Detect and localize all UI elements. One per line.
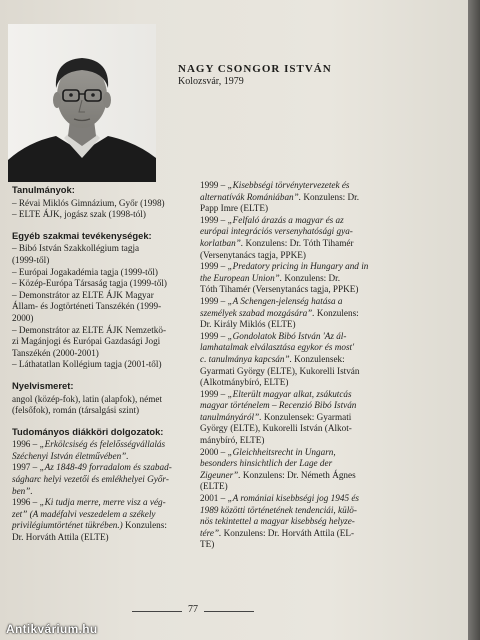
- roman-text: Konzulens: Dr. Németh Ágnes: [240, 469, 356, 480]
- text-line: Állam- és Jogtörténeti Tanszékén (1999-: [12, 301, 162, 312]
- roman-text: Konzulens:: [314, 307, 359, 318]
- roman-text: Konzulensek:: [291, 353, 345, 364]
- roman-text: (ELTE): [200, 481, 228, 492]
- text-line: – Demonstrátor az ELTE ÁJK Nemzetkö-: [12, 324, 167, 335]
- roman-text: Dr. Horváth Attila (ELTE): [12, 532, 109, 543]
- roman-text: 1999 –: [200, 330, 228, 341]
- watermark: Antikvárium.hu: [6, 622, 98, 636]
- text-line: [200, 180, 436, 192]
- italic-title: alternatívák Romániában”.: [200, 191, 302, 202]
- italic-title: magyar történelem – Recenzió Bibó István: [200, 400, 357, 411]
- italic-title: „Ki tudja merre, merre visz a vég-: [39, 497, 166, 508]
- text-line: [200, 319, 436, 331]
- italic-title: Széchenyi István életművében”.: [12, 450, 129, 461]
- person-name: NAGY CSONGOR ISTVÁN: [178, 63, 332, 75]
- text-line: [12, 439, 190, 451]
- page-number: 77: [188, 604, 198, 615]
- italic-title: nös tekintettel a magyar kisebbség helyze-: [200, 516, 355, 527]
- roman-text: György (ELTE), Kukorelli István (Alkot-: [200, 423, 352, 434]
- roman-text: Konzulens: Dr. Horváth Attila (EL-: [221, 527, 355, 538]
- italic-title: privilégiumtörténet tükrében.): [12, 520, 123, 531]
- roman-text: 1999 –: [200, 214, 228, 225]
- text-line: [200, 238, 436, 250]
- text-line: – Európai Jogakadémia tagja (1999-től): [12, 266, 158, 277]
- italic-title: „Gleichheitsrecht in Ungarn,: [227, 446, 336, 457]
- text-line: [200, 284, 436, 296]
- text-line: [200, 331, 436, 343]
- text-line: – ELTE ÁJK, jogász szak (1998-tól): [12, 209, 146, 220]
- portrait-image: [8, 24, 156, 182]
- roman-text: 1999 –: [200, 295, 228, 306]
- cv-section: [12, 426, 190, 544]
- right-column: [200, 180, 436, 551]
- italic-title: „A Schengen-jelenség hatása a: [227, 295, 343, 306]
- text-line: [200, 261, 436, 273]
- text-line: [200, 377, 436, 389]
- italic-title: Zigeuner”.: [200, 469, 241, 480]
- text-line: [200, 400, 436, 412]
- text-line: [200, 250, 436, 262]
- text-line: [200, 296, 436, 308]
- italic-title: ságharc helyi vezetői és emlékhelyei Győr-: [12, 474, 169, 485]
- text-line: [200, 192, 436, 204]
- text-line: [200, 354, 436, 366]
- cv-section: [12, 184, 190, 221]
- roman-text: 1999 –: [200, 261, 228, 272]
- text-line: angol (közép-fok), latin (alapfok), német: [12, 393, 163, 404]
- text-line: – Bibó István Szakkollégium tagja: [12, 243, 140, 254]
- text-line: [12, 451, 190, 463]
- text-line: [200, 273, 436, 285]
- italic-title: „Elterült magyar alkat, zsákutcás: [227, 388, 352, 399]
- italic-title: besonders hinsichtlich der Lage der: [200, 458, 333, 469]
- italic-title: c. tanulmánya kapcsán”.: [200, 353, 292, 364]
- section-heading: Tanulmányok:: [12, 184, 75, 195]
- text-line: [200, 435, 436, 447]
- italic-title: lamhatalmak elválasztása egykor és most': [200, 342, 355, 353]
- text-line: [200, 412, 436, 424]
- roman-text: Konzulensek: Gyarmati: [261, 411, 352, 422]
- roman-text: Konzulens: Dr. Tóth Tihamér: [243, 237, 354, 248]
- italic-title: „A romániai kisebbségi jog 1945 és: [227, 493, 359, 504]
- text-line: [200, 505, 436, 517]
- section-heading: Nyelvismeret:: [12, 379, 74, 391]
- cv-section: [12, 380, 190, 417]
- text-line: [200, 458, 436, 470]
- italic-title: the European Union”.: [200, 272, 283, 283]
- roman-text: Tóth Tihamér (Versenytanács tagja, PPKE): [200, 284, 359, 295]
- text-line: [200, 389, 436, 401]
- footer-rule-left: [132, 611, 182, 612]
- birth-place-year: Kolozsvár, 1979: [178, 76, 244, 87]
- italic-title: 1989 közötti történetének tendenciái, külö-: [200, 504, 357, 515]
- roman-text: Papp Imre (ELTE): [200, 203, 269, 214]
- text-line: [12, 497, 190, 509]
- roman-text: 2000 –: [200, 446, 228, 457]
- roman-text: 1996 –: [12, 497, 40, 508]
- italic-title: személyek szabad mozgására”.: [200, 307, 315, 318]
- text-line: – Demonstrátor az ELTE ÁJK Magyar: [12, 289, 154, 300]
- italic-title: „Predatory pricing in Hungary and in: [227, 261, 369, 272]
- text-line: [12, 462, 190, 474]
- italic-title: „Erkölcsiség és felelősségvállalás: [39, 439, 166, 450]
- roman-text: 1999 –: [200, 180, 228, 190]
- text-line: [12, 532, 190, 544]
- name-block: [178, 63, 332, 87]
- text-line: – Láthatatlan Kollégium tagja (2001-től): [12, 359, 162, 370]
- footer-rule-right: [204, 611, 254, 612]
- text-line: – Révai Miklós Gimnázium, Győr (1998): [12, 197, 165, 208]
- roman-text: Konzulens:: [122, 520, 167, 531]
- roman-text: 1996 –: [12, 439, 40, 450]
- text-line: – Közép-Európa Társaság tagja (1999-től): [12, 278, 167, 289]
- text-line: [200, 470, 436, 482]
- text-line: [12, 474, 190, 486]
- roman-text: 2001 –: [200, 493, 228, 504]
- roman-text: (Alkotmánybíró, ELTE): [200, 377, 289, 388]
- roman-text: 1999 –: [200, 388, 228, 399]
- text-line: (1999-től): [12, 254, 50, 265]
- roman-text: Dr. Király Miklós (ELTE): [200, 319, 296, 330]
- text-line: [12, 509, 190, 521]
- section-heading: Egyéb szakmai tevékenységek:: [12, 229, 152, 241]
- italic-title: tanulmányáról”.: [200, 411, 262, 422]
- italic-title: korlatban”.: [200, 237, 244, 248]
- text-line: [12, 520, 190, 532]
- left-column: [12, 184, 190, 553]
- text-line: Tanszékén (2000-2001): [12, 347, 99, 358]
- roman-text: Konzulens: Dr.: [282, 272, 341, 283]
- text-line: [12, 486, 190, 498]
- italic-title: „Gondolatok Bibó István 'Az ál-: [227, 330, 347, 341]
- section-heading: Tudományos diákköri dolgozatok:: [12, 425, 164, 437]
- roman-text: 1997 –: [12, 462, 40, 473]
- text-line: [200, 516, 436, 528]
- roman-text: Gyarmati György (ELTE), Kukorelli István: [200, 365, 360, 376]
- text-line: [200, 342, 436, 354]
- italic-title: „Kisebbségi törvénytervezetek és: [227, 180, 350, 190]
- italic-title: tére”.: [200, 527, 222, 538]
- text-line: [200, 423, 436, 435]
- roman-text: Konzulens: Dr.: [301, 191, 359, 202]
- text-line: [200, 539, 436, 551]
- roman-text: (Versenytanács tagja, PPKE): [200, 249, 306, 260]
- text-line: [200, 366, 436, 378]
- italic-title: európai integrációs versenyhatósági gya-: [200, 226, 353, 237]
- italic-title: zet” (A madéfalvi veszedelem a székely: [12, 508, 156, 519]
- roman-text: mánybíró, ELTE): [200, 435, 265, 446]
- book-edge: [468, 0, 480, 640]
- text-line: [200, 481, 436, 493]
- text-line: zi Magánjogi és Európai Gazdasági Jogi: [12, 336, 161, 347]
- text-line: [200, 493, 436, 505]
- text-line: [200, 528, 436, 540]
- portrait-photo: [8, 24, 156, 182]
- italic-title: „Az 1848-49 forradalom és szabad-: [39, 462, 172, 473]
- roman-text: TE): [200, 539, 215, 550]
- text-line: [200, 203, 436, 215]
- text-line: 2000): [12, 312, 34, 323]
- text-line: [200, 215, 436, 227]
- text-line: [200, 226, 436, 238]
- text-line: [200, 308, 436, 320]
- italic-title: ben”.: [12, 485, 33, 496]
- italic-title: „Felfaló árazás a magyar és az: [227, 214, 344, 225]
- cv-section: [12, 230, 190, 371]
- text-line: (felsőfok), román (társalgási szint): [12, 405, 140, 416]
- text-line: [200, 447, 436, 459]
